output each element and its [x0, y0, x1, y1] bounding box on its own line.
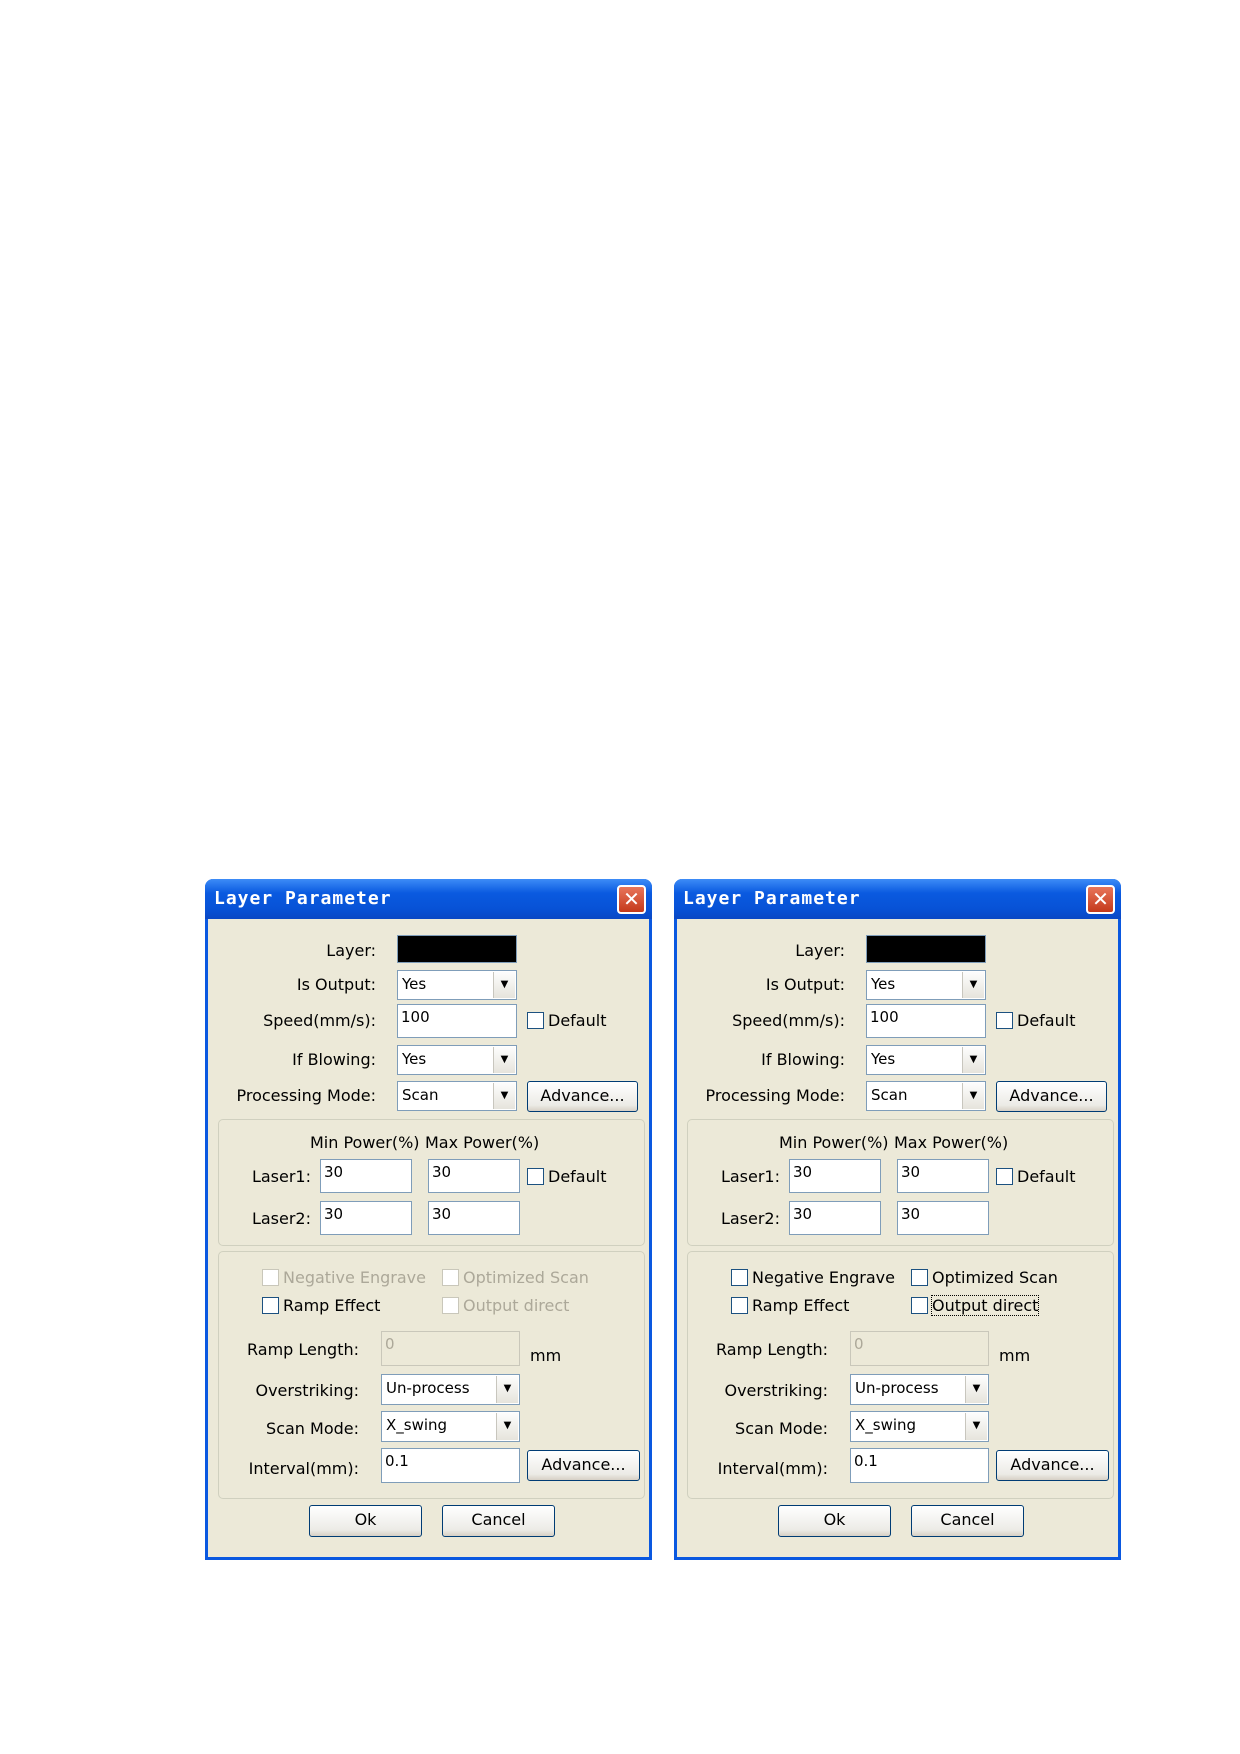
chevron-down-icon[interactable]: ▼: [965, 1376, 987, 1403]
negative-engrave-label: Negative Engrave: [283, 1268, 426, 1287]
if-blowing-select[interactable]: [397, 1045, 517, 1075]
processing-mode-value: Scan: [871, 1086, 908, 1104]
is-output-value: Yes: [402, 975, 427, 993]
processing-mode-select[interactable]: [866, 1081, 986, 1111]
laser2-min-power-input[interactable]: 30: [789, 1201, 881, 1235]
laser1-label: Laser1:: [251, 1167, 311, 1186]
processing-mode-select[interactable]: [397, 1081, 517, 1111]
is-output-label: Is Output:: [765, 975, 845, 994]
if-blowing-value: Yes: [402, 1050, 427, 1068]
chevron-down-icon[interactable]: ▼: [496, 1413, 518, 1440]
overstriking-value: Un-process: [855, 1379, 939, 1397]
speed-default-checkbox[interactable]: [527, 1011, 606, 1031]
laser2-min-power-input[interactable]: 30: [320, 1201, 412, 1235]
dialog-title: Layer Parameter: [214, 888, 392, 909]
laser2-max-power-input[interactable]: 30: [897, 1201, 989, 1235]
scan-mode-value: X_swing: [386, 1416, 448, 1434]
is-output-value: Yes: [871, 975, 896, 993]
power-default-label: Default: [1017, 1167, 1076, 1186]
scan-mode-select[interactable]: [381, 1411, 520, 1442]
dialog-title: Layer Parameter: [683, 888, 861, 909]
chevron-down-icon[interactable]: ▼: [493, 1083, 515, 1109]
max-power-header: Max Power(%): [425, 1133, 540, 1152]
overstriking-select[interactable]: [850, 1374, 989, 1405]
processing-mode-label: Processing Mode:: [705, 1086, 845, 1105]
checkbox-box[interactable]: [731, 1297, 748, 1314]
interval-input[interactable]: 0.1: [850, 1448, 989, 1483]
ramp-length-label: Ramp Length:: [716, 1340, 828, 1359]
checkbox-box[interactable]: [996, 1012, 1013, 1029]
negative-engrave-label: Negative Engrave: [752, 1268, 895, 1287]
ramp-length-input[interactable]: 0: [381, 1331, 520, 1366]
is-output-select[interactable]: [397, 970, 517, 1000]
ramp-length-unit: mm: [530, 1346, 562, 1365]
checkbox-box[interactable]: [996, 1168, 1013, 1185]
power-default-label: Default: [548, 1167, 607, 1186]
processing-mode-label: Processing Mode:: [236, 1086, 376, 1105]
laser2-label: Laser2:: [720, 1209, 780, 1228]
checkbox-box[interactable]: [911, 1269, 928, 1286]
power-default-checkbox[interactable]: [996, 1167, 1075, 1187]
laser2-max-power-input[interactable]: 30: [428, 1201, 520, 1235]
if-blowing-value: Yes: [871, 1050, 896, 1068]
checkbox-box[interactable]: [731, 1269, 748, 1286]
title-bar[interactable]: [205, 879, 652, 919]
speed-label: Speed(mm/s):: [732, 1011, 845, 1030]
output-direct-checkbox[interactable]: [911, 1296, 1038, 1316]
chevron-down-icon[interactable]: ▼: [962, 972, 984, 998]
if-blowing-select[interactable]: [866, 1045, 986, 1075]
checkbox-box[interactable]: [911, 1297, 928, 1314]
title-bar[interactable]: [674, 879, 1121, 919]
speed-default-checkbox[interactable]: [996, 1011, 1075, 1031]
layer-color-swatch[interactable]: [866, 935, 986, 963]
ramp-effect-checkbox[interactable]: [731, 1296, 849, 1316]
ramp-length-unit: mm: [999, 1346, 1031, 1365]
layer-color-swatch[interactable]: [397, 935, 517, 963]
scan-mode-label: Scan Mode:: [735, 1419, 828, 1438]
checkbox-box[interactable]: [527, 1012, 544, 1029]
processing-mode-value: Scan: [402, 1086, 439, 1104]
ok-button[interactable]: Ok: [309, 1505, 422, 1537]
laser2-label: Laser2:: [251, 1209, 311, 1228]
negative-engrave-checkbox[interactable]: [262, 1268, 426, 1288]
min-power-header: Min Power(%): [310, 1133, 420, 1152]
interval-advance-button[interactable]: Advance...: [527, 1450, 640, 1481]
layer-label: Layer:: [795, 941, 845, 960]
checkbox-box[interactable]: [527, 1168, 544, 1185]
is-output-select[interactable]: [866, 970, 986, 1000]
chevron-down-icon[interactable]: ▼: [962, 1083, 984, 1109]
processing-advance-button[interactable]: Advance...: [996, 1081, 1107, 1112]
ramp-effect-checkbox[interactable]: [262, 1296, 380, 1316]
layer-label: Layer:: [326, 941, 376, 960]
chevron-down-icon[interactable]: ▼: [965, 1413, 987, 1440]
scan-mode-label: Scan Mode:: [266, 1419, 359, 1438]
max-power-header: Max Power(%): [894, 1133, 1009, 1152]
layer-parameter-dialog-right: [674, 879, 1121, 1560]
interval-advance-button[interactable]: Advance...: [996, 1450, 1109, 1481]
optimized-scan-checkbox[interactable]: [442, 1268, 589, 1288]
if-blowing-label: If Blowing:: [761, 1050, 845, 1069]
cancel-button[interactable]: Cancel: [911, 1505, 1024, 1537]
ramp-effect-label: Ramp Effect: [752, 1296, 850, 1315]
checkbox-box[interactable]: [442, 1297, 459, 1314]
laser1-min-power-input[interactable]: 30: [320, 1159, 412, 1193]
speed-default-label: Default: [548, 1011, 607, 1030]
chevron-down-icon[interactable]: ▼: [496, 1376, 518, 1403]
overstriking-label: Overstriking:: [724, 1381, 828, 1400]
ramp-length-input[interactable]: 0: [850, 1331, 989, 1366]
laser1-max-power-input[interactable]: 30: [428, 1159, 520, 1193]
interval-input[interactable]: 0.1: [381, 1448, 520, 1483]
ramp-length-label: Ramp Length:: [247, 1340, 359, 1359]
output-direct-label: Output direct: [463, 1296, 570, 1315]
interval-label: Interval(mm):: [248, 1459, 359, 1478]
if-blowing-label: If Blowing:: [292, 1050, 376, 1069]
laser1-min-power-input[interactable]: 30: [789, 1159, 881, 1193]
optimized-scan-label: Optimized Scan: [463, 1268, 589, 1287]
checkbox-box[interactable]: [262, 1297, 279, 1314]
scan-mode-select[interactable]: [850, 1411, 989, 1442]
chevron-down-icon[interactable]: ▼: [493, 1047, 515, 1073]
checkbox-box[interactable]: [262, 1269, 279, 1286]
power-default-checkbox[interactable]: [527, 1167, 606, 1187]
layer-parameter-dialog-left: [205, 879, 652, 1560]
chevron-down-icon[interactable]: ▼: [962, 1047, 984, 1073]
negative-engrave-checkbox[interactable]: [731, 1268, 895, 1288]
chevron-down-icon[interactable]: ▼: [493, 972, 515, 998]
output-direct-label: Output direct: [932, 1296, 1039, 1315]
is-output-label: Is Output:: [296, 975, 376, 994]
checkbox-box[interactable]: [442, 1269, 459, 1286]
ok-button[interactable]: Ok: [778, 1505, 891, 1537]
speed-input[interactable]: 100: [397, 1004, 517, 1038]
close-icon[interactable]: ✕: [1086, 885, 1115, 914]
ramp-effect-label: Ramp Effect: [283, 1296, 381, 1315]
output-direct-checkbox[interactable]: [442, 1296, 569, 1316]
overstriking-value: Un-process: [386, 1379, 470, 1397]
cancel-button[interactable]: Cancel: [442, 1505, 555, 1537]
speed-default-label: Default: [1017, 1011, 1076, 1030]
laser1-max-power-input[interactable]: 30: [897, 1159, 989, 1193]
laser1-label: Laser1:: [720, 1167, 780, 1186]
overstriking-select[interactable]: [381, 1374, 520, 1405]
processing-advance-button[interactable]: Advance...: [527, 1081, 638, 1112]
close-icon[interactable]: ✕: [617, 885, 646, 914]
min-power-header: Min Power(%): [779, 1133, 889, 1152]
optimized-scan-label: Optimized Scan: [932, 1268, 1058, 1287]
interval-label: Interval(mm):: [717, 1459, 828, 1478]
scan-mode-value: X_swing: [855, 1416, 917, 1434]
overstriking-label: Overstriking:: [255, 1381, 359, 1400]
speed-label: Speed(mm/s):: [263, 1011, 376, 1030]
speed-input[interactable]: 100: [866, 1004, 986, 1038]
optimized-scan-checkbox[interactable]: [911, 1268, 1058, 1288]
